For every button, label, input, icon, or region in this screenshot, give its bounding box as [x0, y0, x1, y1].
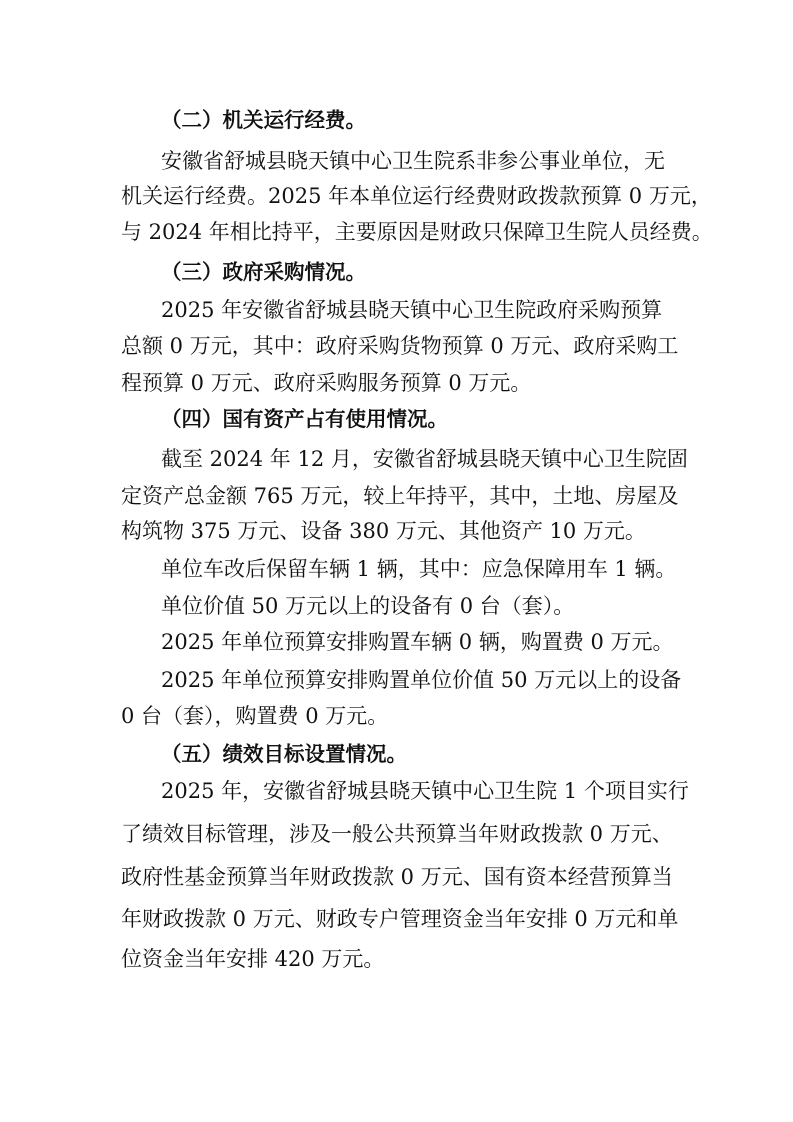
paragraph-line: 政府性基金预算当年财政拨款 0 万元、国有资本经营预算当	[121, 865, 673, 889]
paragraph-line: 单位价值 50 万元以上的设备有 0 台（套）。	[161, 594, 575, 618]
paragraph-line: 了绩效目标管理，涉及一般公共预算当年财政拨款 0 万元、	[121, 822, 673, 846]
paragraph-line: 构筑物 375 万元、设备 380 万元、其他资产 10 万元。	[121, 519, 646, 543]
paragraph-line: 0 台（套），购置费 0 万元。	[121, 704, 389, 728]
section-heading-operating-expenses: （二）机关运行经费。	[161, 108, 366, 132]
section-heading-government-procurement: （三）政府采购情况。	[161, 260, 366, 284]
paragraph-line: 2025 年单位预算安排购置车辆 0 辆，购置费 0 万元。	[161, 630, 674, 654]
paragraph-line: 安徽省舒城县晓天镇中心卫生院系非参公事业单位，无	[161, 149, 665, 173]
paragraph-line: 程预算 0 万元、政府采购服务预算 0 万元。	[121, 371, 532, 395]
paragraph-line: 截至 2024 年 12 月，安徽省舒城县晓天镇中心卫生院固	[161, 447, 688, 471]
paragraph-line: 总额 0 万元，其中：政府采购货物预算 0 万元、政府采购工	[121, 334, 679, 358]
paragraph-line: 机关运行经费。2025 年本单位运行经费财政拨款预算 0 万元，	[121, 184, 712, 208]
paragraph-line: 单位车改后保留车辆 1 辆，其中：应急保障用车 1 辆。	[161, 557, 677, 581]
paragraph-line: 位资金当年安排 420 万元。	[121, 947, 385, 971]
paragraph-line: 年财政拨款 0 万元、财政专户管理资金当年安排 0 万元和单	[121, 907, 679, 931]
paragraph-line: 2025 年，安徽省舒城县晓天镇中心卫生院 1 个项目实行	[161, 779, 689, 803]
paragraph-line: 与 2024 年相比持平，主要原因是财政只保障卫生院人员经费。	[121, 220, 713, 244]
paragraph-line: 2025 年安徽省舒城县晓天镇中心卫生院政府采购预算	[161, 298, 663, 322]
paragraph-line: 定资产总金额 765 万元，较上年持平，其中，土地、房屋及	[121, 484, 679, 508]
section-heading-state-assets: （四）国有资产占有使用情况。	[161, 407, 448, 431]
paragraph-line: 2025 年单位预算安排购置单位价值 50 万元以上的设备	[161, 668, 682, 692]
section-heading-performance-targets: （五）绩效目标设置情况。	[161, 742, 407, 766]
